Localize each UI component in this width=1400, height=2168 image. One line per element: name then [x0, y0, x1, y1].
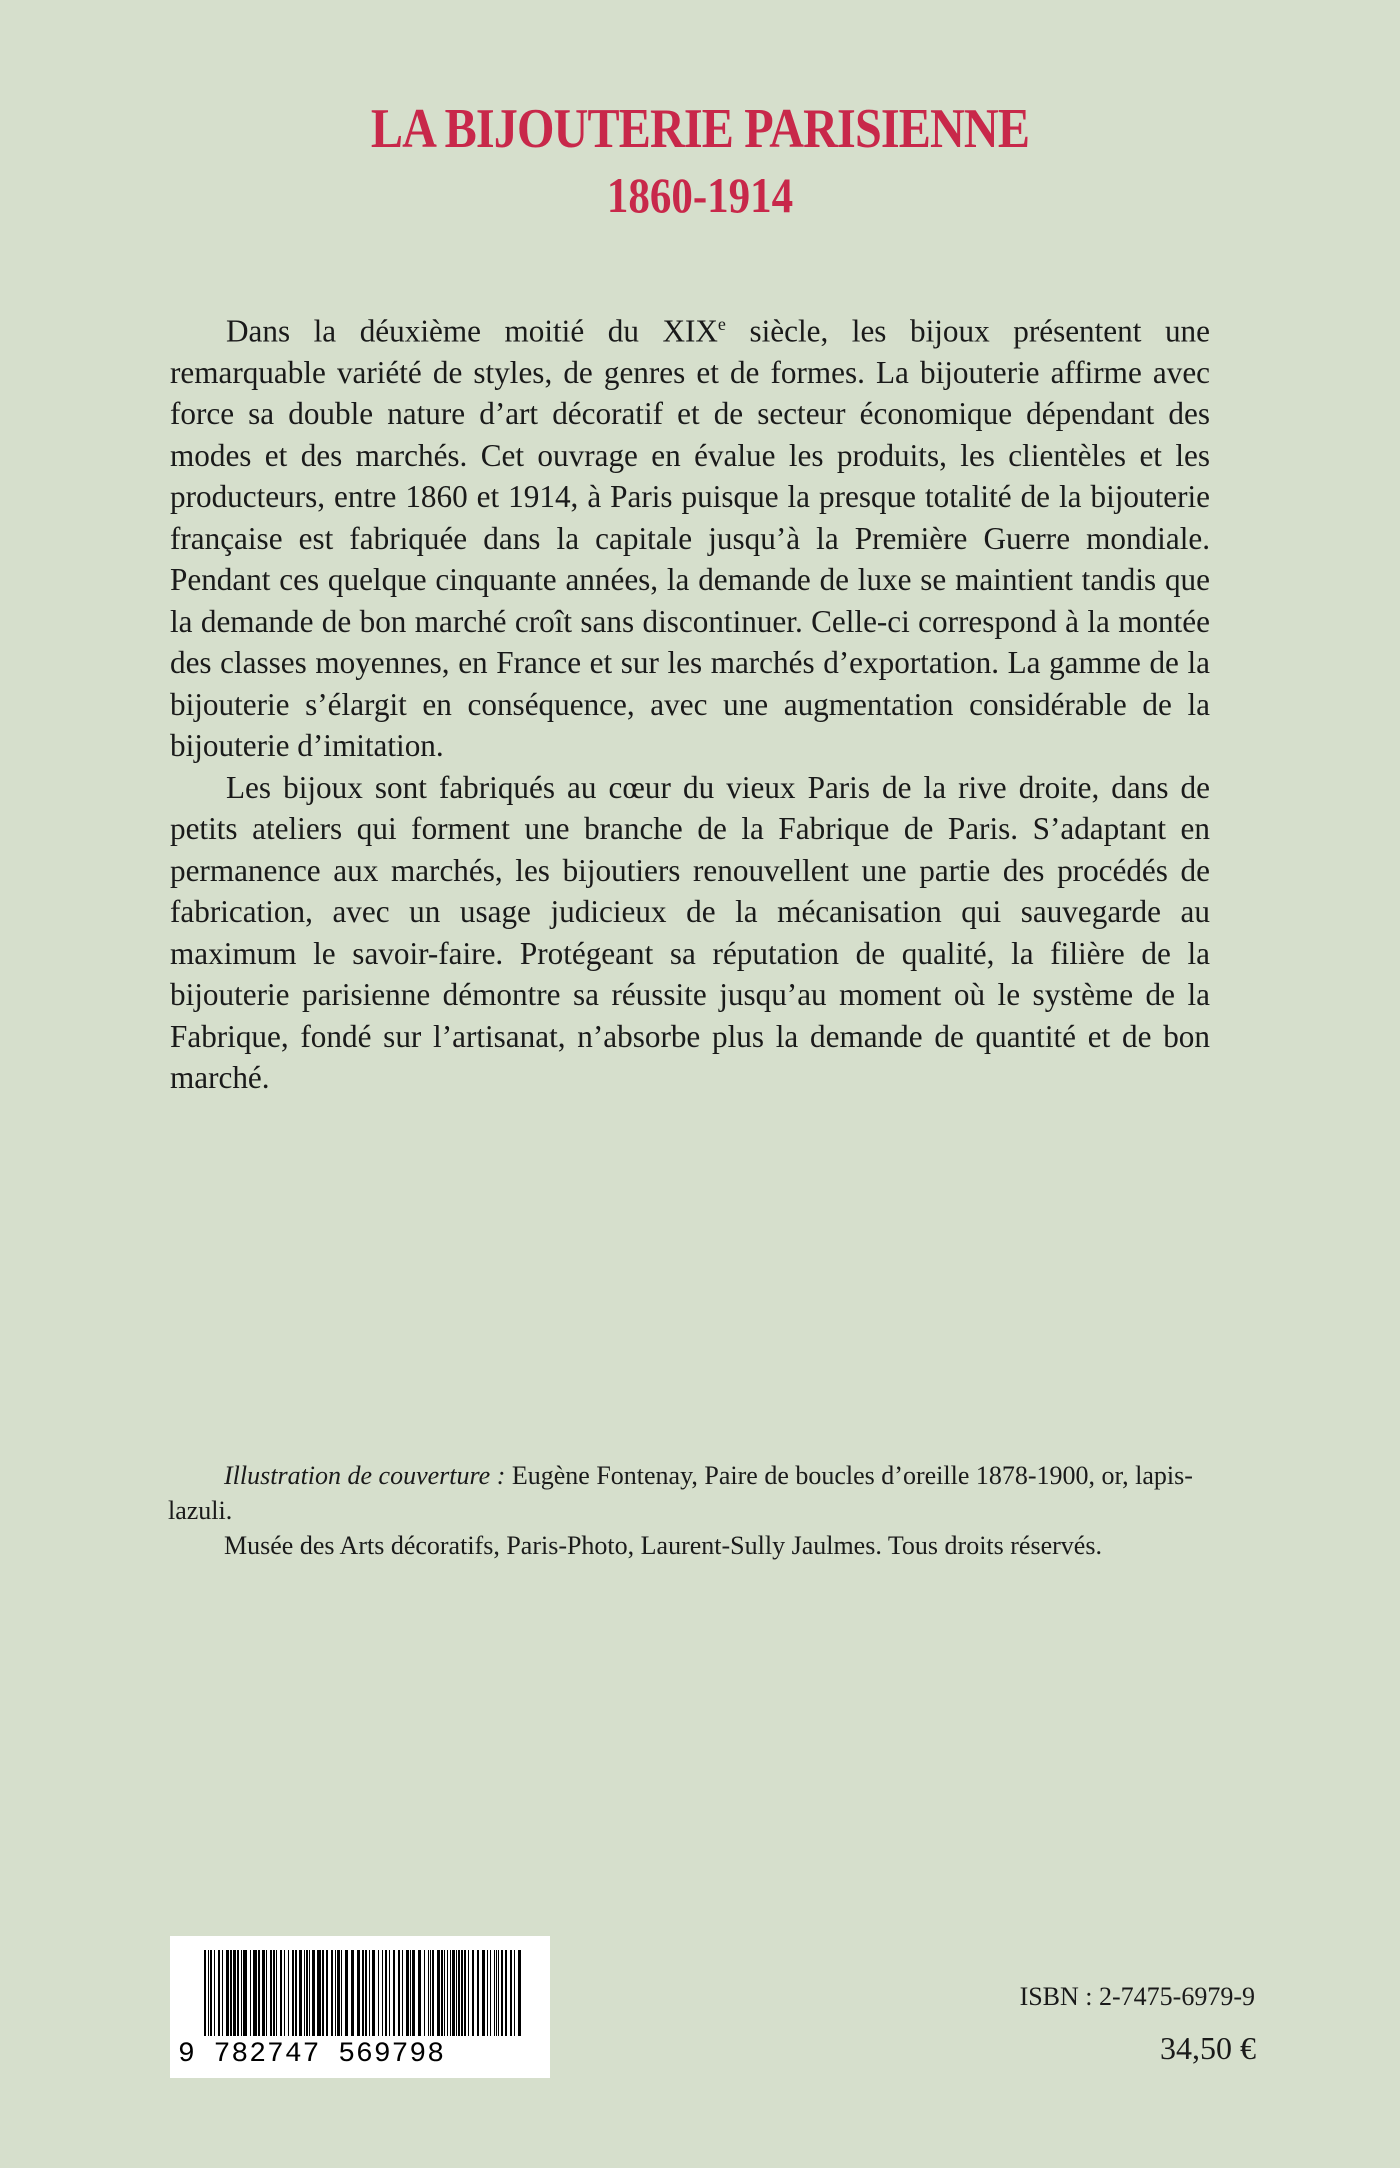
- barcode-bar: [501, 1950, 503, 2036]
- barcode-bar: [369, 1950, 370, 2036]
- credits-line-1: [168, 1458, 1218, 1528]
- century-superscript: e: [717, 314, 726, 334]
- credits-label: Illustration de couverture :: [224, 1461, 506, 1490]
- barcode-bar: [437, 1950, 440, 2036]
- barcode-bar: [284, 1950, 285, 2036]
- barcode-bar: [406, 1950, 409, 2036]
- barcode-bar: [432, 1950, 434, 2036]
- barcode-bar: [518, 1950, 521, 2036]
- barcode-bar: [452, 1950, 455, 2036]
- barcode-bar: [402, 1950, 403, 2036]
- blurb-p1-rest: siècle, les bijoux présentent une remarquable variété de styles, de genres et de formes. La bijouterie affirme avec force sa double nature d’art décoratif et de secteur économique dépendant des modes et des marchés. Cet ouvrage en évalue les produits, les clientèles et les producteurs, entre 1860 et 1914, à Paris puisque la presque totalité de la bijouterie française est fabriquée dans la capitale jusqu’à la Première Guerre mondiale. Pendant ces quelque cinquante années, la demande de luxe se maintient tandis que la demande de bon marché croît sans discontinuer. Celle-ci correspond à la montée des classes moyennes, en France et sur les marchés d’exportation. La gamme de la bijouterie s’élargit en conséquence, avec une augmentation considérable de la bijouterie d’imitation.: [170, 313, 1210, 764]
- barcode-bar: [487, 1950, 488, 2036]
- barcode-bar: [430, 1950, 431, 2036]
- barcode-bar: [317, 1950, 321, 2036]
- barcode-bar: [472, 1950, 474, 2036]
- cover-title-block: [0, 95, 1400, 227]
- barcode-bar: [270, 1950, 272, 2036]
- barcode-bar: [288, 1950, 289, 2036]
- barcode-bar: [351, 1950, 354, 2036]
- barcode-bar: [456, 1950, 457, 2036]
- barcode-bar: [393, 1950, 395, 2036]
- barcode-bar: [482, 1950, 485, 2036]
- barcode-bar: [230, 1950, 232, 2036]
- barcode-bar: [450, 1950, 451, 2036]
- blurb-paragraph-2: Les bijoux sont fabriqués au cœur du vieux Paris de la rive droite, dans de petits ateliers qui forment une branche de la Fabrique de Paris. S’adaptant en permanence aux marchés, les bijoutiers renouvellent une partie des procédés de fabrication, avec un usage judicieux de la mécanisation qui sauvegarde au maximum le savoir-faire. Protégeant sa réputation de qualité, la filière de la bijouterie parisienne démontre sa réussite jusqu’au moment où le système de la Fabrique, fondé sur l’artisanat, n’absorbe plus la demande de quantité et de bon marché.: [170, 769, 1210, 1096]
- barcode-bar: [295, 1950, 297, 2036]
- barcode-bar: [441, 1950, 443, 2036]
- barcode-bar: [389, 1950, 390, 2036]
- blurb-p1-start: Dans la déuxième moitié du XIX: [226, 313, 718, 349]
- blurb: [170, 304, 1210, 1099]
- barcode-bar: [262, 1950, 265, 2036]
- barcode-bar: [382, 1950, 383, 2036]
- barcode-bar: [309, 1950, 310, 2036]
- barcode-bar: [304, 1950, 305, 2036]
- barcode-bar: [410, 1950, 411, 2036]
- barcode-bar: [250, 1950, 251, 2036]
- barcode-bar: [280, 1950, 282, 2036]
- barcode-bar: [276, 1950, 277, 2036]
- credits-line-2: Musée des Arts décoratifs, Paris-Photo, Laurent-Sully Jaulmes. Tous droits réservés.: [224, 1531, 1102, 1560]
- cover-credits: [168, 1458, 1218, 1563]
- barcode-bar: [461, 1950, 463, 2036]
- barcode-bar: [510, 1950, 512, 2036]
- barcode-bar: [372, 1950, 375, 2036]
- barcode-bar: [385, 1950, 387, 2036]
- barcode-bar: [378, 1950, 379, 2036]
- barcode-bar: [214, 1950, 215, 2036]
- barcode-bar: [468, 1950, 469, 2036]
- barcode-bar: [464, 1950, 466, 2036]
- barcode-bar: [365, 1950, 367, 2036]
- barcode-bar: [458, 1950, 460, 2036]
- book-subtitle-dates: 1860-1914: [606, 167, 794, 223]
- barcode-bar: [331, 1950, 333, 2036]
- barcode-bar: [514, 1950, 515, 2036]
- barcode-bar: [335, 1950, 336, 2036]
- barcode-bar: [204, 1950, 206, 2036]
- isbn: ISBN : 2-7475-6979-9: [1019, 1982, 1255, 2011]
- barcode-bar: [253, 1950, 257, 2036]
- barcode-bar: [233, 1950, 236, 2036]
- barcode-bar: [322, 1950, 324, 2036]
- barcode: [170, 1936, 550, 2078]
- barcode-bar: [490, 1950, 491, 2036]
- barcode-bar: [226, 1950, 229, 2036]
- barcode-bar: [292, 1950, 294, 2036]
- barcode-digits: 9 782747 569798: [178, 2039, 446, 2070]
- barcode-bar: [494, 1950, 495, 2036]
- barcode-bar: [237, 1950, 239, 2036]
- barcode-bar: [273, 1950, 275, 2036]
- barcode-bar: [412, 1950, 415, 2036]
- barcode-bar: [326, 1950, 328, 2036]
- barcode-bar: [222, 1950, 223, 2036]
- barcode-bar: [444, 1950, 445, 2036]
- barcode-bar: [418, 1950, 421, 2036]
- blurb-paragraph-1: [170, 304, 1210, 767]
- credits-artwork: Eugène Fontenay, Paire de boucles d’oreille 1878-1900, or, lapis-lazuli.: [168, 1461, 1193, 1525]
- barcode-bar: [362, 1950, 364, 2036]
- price: 34,50 €: [1160, 2030, 1256, 2066]
- barcode-bar: [424, 1950, 425, 2036]
- barcode-bar: [496, 1950, 497, 2036]
- barcode-bar: [306, 1950, 308, 2036]
- barcode-bar: [241, 1950, 242, 2036]
- barcode-bar: [312, 1950, 315, 2036]
- barcode-bar: [266, 1950, 267, 2036]
- barcode-bar: [357, 1950, 360, 2036]
- book-title: LA BIJOUTERIE PARISIENNE: [370, 98, 1030, 160]
- barcode-bar: [428, 1950, 429, 2036]
- barcode-bar: [218, 1950, 220, 2036]
- barcode-bar: [345, 1950, 348, 2036]
- barcode-bar: [498, 1950, 499, 2036]
- barcode-bar: [337, 1950, 340, 2036]
- barcode-bar: [243, 1950, 247, 2036]
- barcode-bar: [505, 1950, 507, 2036]
- barcode-bar: [208, 1950, 209, 2036]
- barcode-bar: [258, 1950, 260, 2036]
- barcode-bar: [210, 1950, 212, 2036]
- barcode-bar: [341, 1950, 342, 2036]
- barcode-bar: [398, 1950, 400, 2036]
- barcode-bar: [299, 1950, 302, 2036]
- barcode-bar: [477, 1950, 479, 2036]
- barcode-bar: [447, 1950, 448, 2036]
